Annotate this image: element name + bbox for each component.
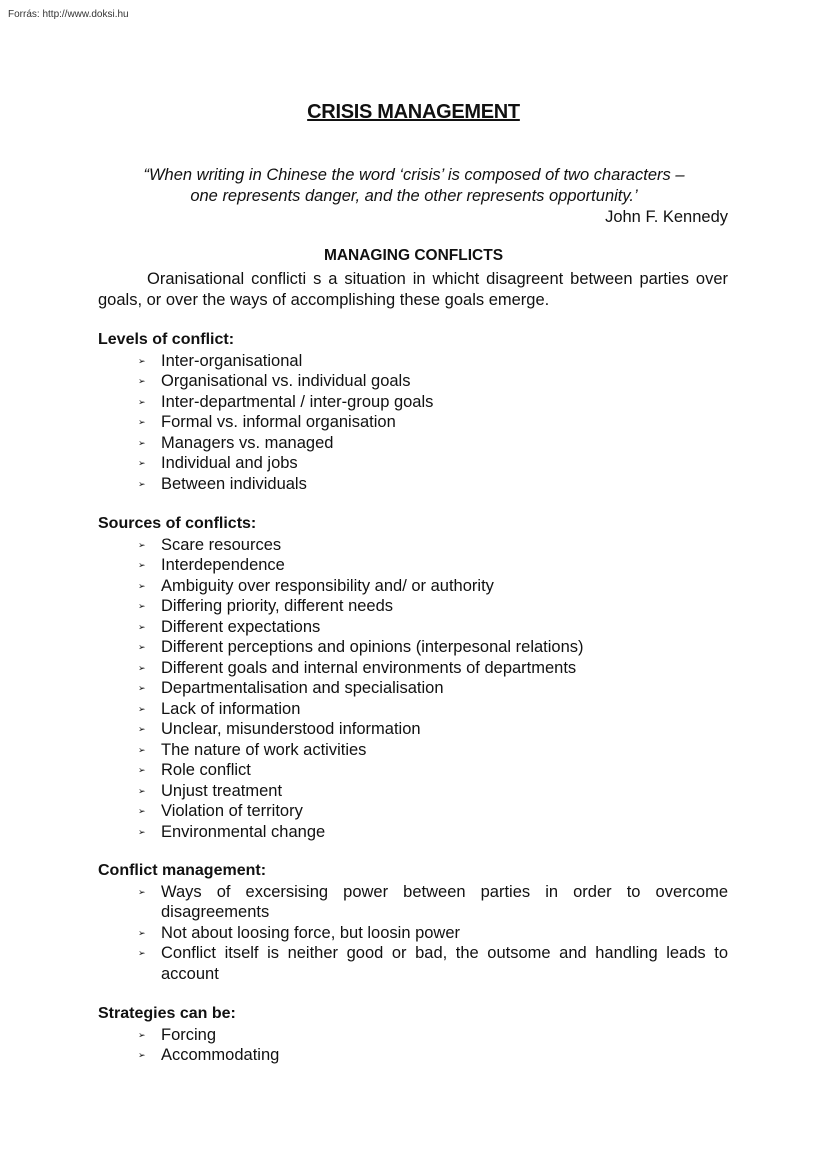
list-item <box>138 351 728 372</box>
list-item-text: Inter-organisational <box>161 351 303 370</box>
list-item-text: Not about loosing force, but loosin power <box>161 923 461 942</box>
list-item-text: Unclear, misunderstood information <box>161 720 421 738</box>
sources-list <box>98 535 728 843</box>
list-item-text: Departmentalisation and specialisation <box>161 679 444 697</box>
arrow-bullet-icon: ➢ <box>138 785 146 796</box>
list-item <box>138 822 728 843</box>
list-item <box>138 617 728 638</box>
list-item-text: The nature of work activities <box>161 740 367 759</box>
list-item <box>138 1045 728 1066</box>
levels-heading: Levels of conflict: <box>98 331 235 348</box>
arrow-bullet-icon: ➢ <box>138 560 146 570</box>
list-item <box>138 371 728 392</box>
list-item <box>138 433 728 454</box>
list-item <box>138 412 728 433</box>
list-item <box>138 658 728 679</box>
quote-line-1: “When writing in Chinese the word ‘crisis’ is composed of two characters – <box>143 166 685 184</box>
list-item <box>138 678 728 699</box>
arrow-bullet-icon: ➢ <box>138 601 146 611</box>
source-note: Forrás: http://www.doksi.hu <box>8 9 129 20</box>
list-item <box>138 453 728 474</box>
arrow-bullet-icon: ➢ <box>138 806 146 816</box>
quote-line-2: one represents danger, and the other represents opportunity.’ <box>190 186 638 205</box>
list-item-text: Individual and jobs <box>161 454 298 472</box>
list-item <box>138 596 728 617</box>
list-item-text: Scare resources <box>161 535 282 554</box>
strategies-section <box>98 1004 728 1066</box>
arrow-bullet-icon: ➢ <box>138 458 146 468</box>
strategies-heading: Strategies can be: <box>98 1005 236 1022</box>
list-item <box>138 576 728 597</box>
management-heading: Conflict management: <box>98 862 267 879</box>
list-item <box>138 943 728 984</box>
list-item <box>138 760 728 781</box>
levels-section <box>98 330 728 494</box>
list-item-text: Interdependence <box>161 556 285 574</box>
list-item <box>138 535 728 556</box>
list-item-text: Forcing <box>161 1025 217 1044</box>
list-item-text: Role conflict <box>161 761 251 779</box>
list-item <box>138 781 728 802</box>
list-item-text: Lack of information <box>161 699 301 718</box>
arrow-bullet-icon: ➢ <box>138 417 146 427</box>
sources-section <box>98 514 728 842</box>
arrow-bullet-icon: ➢ <box>138 927 146 938</box>
arrow-bullet-icon: ➢ <box>138 580 146 591</box>
arrow-bullet-icon: ➢ <box>138 765 146 775</box>
list-item-text: Inter-departmental / inter-group goals <box>161 392 434 411</box>
list-item-text: Different perceptions and opinions (interpesonal relations) <box>161 638 584 656</box>
list-item <box>138 719 728 740</box>
arrow-bullet-icon: ➢ <box>138 826 146 837</box>
list-item-text: Unjust treatment <box>161 781 283 800</box>
arrow-bullet-icon: ➢ <box>138 539 146 550</box>
list-item-text: Organisational vs. individual goals <box>161 372 411 390</box>
arrow-bullet-icon: ➢ <box>138 886 146 897</box>
sources-heading: Sources of conflicts: <box>98 515 257 532</box>
list-item-text: Managers vs. managed <box>161 433 334 452</box>
strategies-list <box>98 1025 728 1066</box>
arrow-bullet-icon: ➢ <box>138 621 146 632</box>
arrow-bullet-icon: ➢ <box>138 437 146 448</box>
list-item <box>138 923 728 944</box>
management-section <box>98 861 728 984</box>
arrow-bullet-icon: ➢ <box>138 662 146 673</box>
list-item <box>138 555 728 576</box>
list-item <box>138 637 728 658</box>
arrow-bullet-icon: ➢ <box>138 724 146 734</box>
arrow-bullet-icon: ➢ <box>138 744 146 755</box>
list-item <box>138 392 728 413</box>
epigraph-quote <box>100 165 728 206</box>
management-list <box>98 882 728 985</box>
arrow-bullet-icon: ➢ <box>138 683 146 693</box>
list-item <box>138 882 728 923</box>
arrow-bullet-icon: ➢ <box>138 948 146 958</box>
arrow-bullet-icon: ➢ <box>138 1029 146 1040</box>
list-item-text: Differing priority, different needs <box>161 597 394 615</box>
list-item-text: Different expectations <box>161 617 321 636</box>
arrow-bullet-icon: ➢ <box>138 642 146 652</box>
list-item <box>138 740 728 761</box>
quote-author: John F. Kennedy <box>605 208 728 226</box>
list-item <box>138 699 728 720</box>
levels-list <box>98 351 728 495</box>
list-item-text: Violation of territory <box>161 802 303 820</box>
list-item <box>138 474 728 495</box>
list-item-text: Between individuals <box>161 474 307 493</box>
list-item-text: Accommodating <box>161 1046 280 1064</box>
arrow-bullet-icon: ➢ <box>138 703 146 714</box>
list-item-text: Different goals and internal environments of departments <box>161 658 577 677</box>
list-item <box>138 801 728 822</box>
arrow-bullet-icon: ➢ <box>138 1050 146 1060</box>
list-item-text: Ways of excersising power between parties in order to overcome disagreements <box>161 882 728 921</box>
list-item-text: Conflict itself is neither good or bad, the outsome and handling leads to account <box>161 944 728 983</box>
arrow-bullet-icon: ➢ <box>138 396 146 407</box>
arrow-bullet-icon: ➢ <box>138 376 146 386</box>
list-item-text: Formal vs. informal organisation <box>161 413 396 431</box>
list-item-text: Ambiguity over responsibility and/ or authority <box>161 576 494 595</box>
section-title: MANAGING CONFLICTS <box>323 247 504 264</box>
intro-paragraph: Oranisational conflicti s a situation in whicht disagreent between parties over goals, or over the ways of accomplishing these goals emerge. <box>98 270 728 309</box>
page-title: CRISIS MANAGEMENT <box>307 101 520 123</box>
list-item-text: Environmental change <box>161 822 326 841</box>
arrow-bullet-icon: ➢ <box>138 478 146 489</box>
arrow-bullet-icon: ➢ <box>138 355 146 366</box>
list-item <box>138 1025 728 1046</box>
